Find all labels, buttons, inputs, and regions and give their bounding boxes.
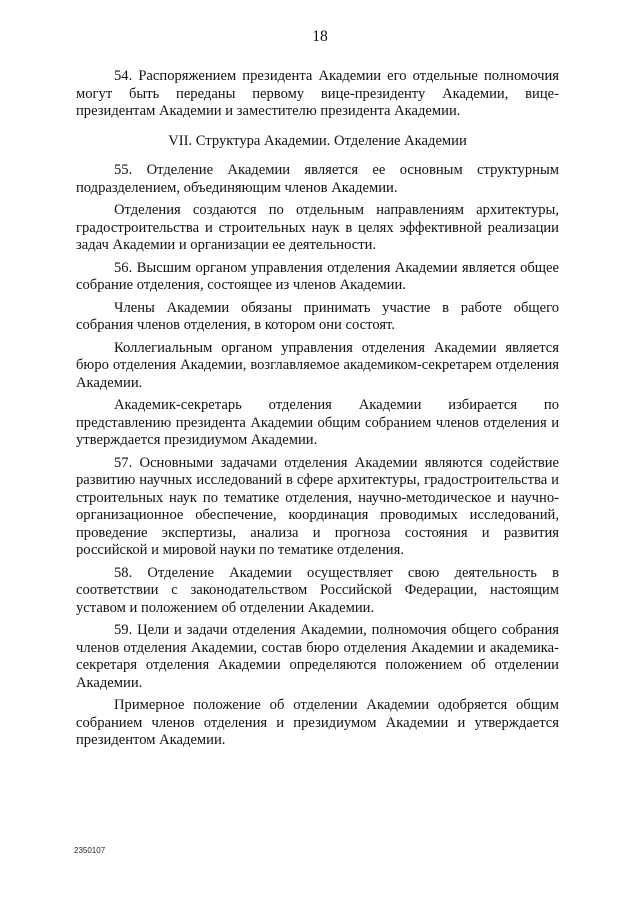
page-number: 18 — [312, 28, 328, 45]
paragraph-56: 56. Высшим органом управления отделения Академии является общее собрание отделения, состоящее из членов Академии. — [76, 259, 559, 293]
paragraph-54: 54. Распоряжением президента Академии его отдельные полномочия могут быть переданы первому вице-президенту Академии, вице-президентам Академии и заместителю президента Академии. — [76, 68, 559, 119]
document-code: 2350107 — [74, 846, 106, 855]
paragraph-58: 58. Отделение Академии осуществляет свою деятельность в соответствии с законодательством Российской Федерации, настоящим уставом и положением об отделении Академии. — [76, 564, 559, 616]
paragraph-56-secretary: Академик-секретарь отделения Академии избирается по представлению президента Академии общим собранием членов отделения и утверждается президиумом Академии. — [76, 397, 559, 448]
paragraph-57: 57. Основными задачами отделения Академии являются содействие развитию научных исследований в сфере архитектуры, градостроительства и строительных наук по тематике отделения, научно-методическое и научно-организационное обеспечение, координация проводимых исследований, проведение экспертизы, анализа и прогноза состояния и развития российской и мировой науки по тематике отделения. — [76, 454, 559, 558]
paragraph-59: 59. Цели и задачи отделения Академии, полномочия общего собрания членов отделения Академии, состав бюро отделения Академии и академика-секретаря отделения Академии определяются положением об отделении Академии. — [76, 622, 559, 691]
paragraph-56-members: Члены Академии обязаны принимать участие в работе общего собрания членов отделения, в котором они состоят. — [76, 299, 559, 333]
section-heading: VII. Структура Академии. Отделение Академии — [168, 132, 467, 149]
document-body — [76, 68, 559, 755]
paragraph-59-approval: Примерное положение об отделении Академии одобряется общим собранием членов отделения и президиумом Академии и утверждается президентом Академии. — [76, 697, 559, 748]
paragraph-55-departments: Отделения создаются по отдельным направлениям архитектуры, градостроительства и строительных наук в целях эффективной реализации задач Академии и организации ее деятельности. — [76, 202, 559, 253]
paragraph-55: 55. Отделение Академии является ее основным структурным подразделением, объединяющим членов Академии. — [76, 162, 559, 196]
paragraph-56-bureau: Коллегиальным органом управления отделения Академии является бюро отделения Академии, возглавляемое академиком-секретарем отделения Академии. — [76, 339, 559, 391]
